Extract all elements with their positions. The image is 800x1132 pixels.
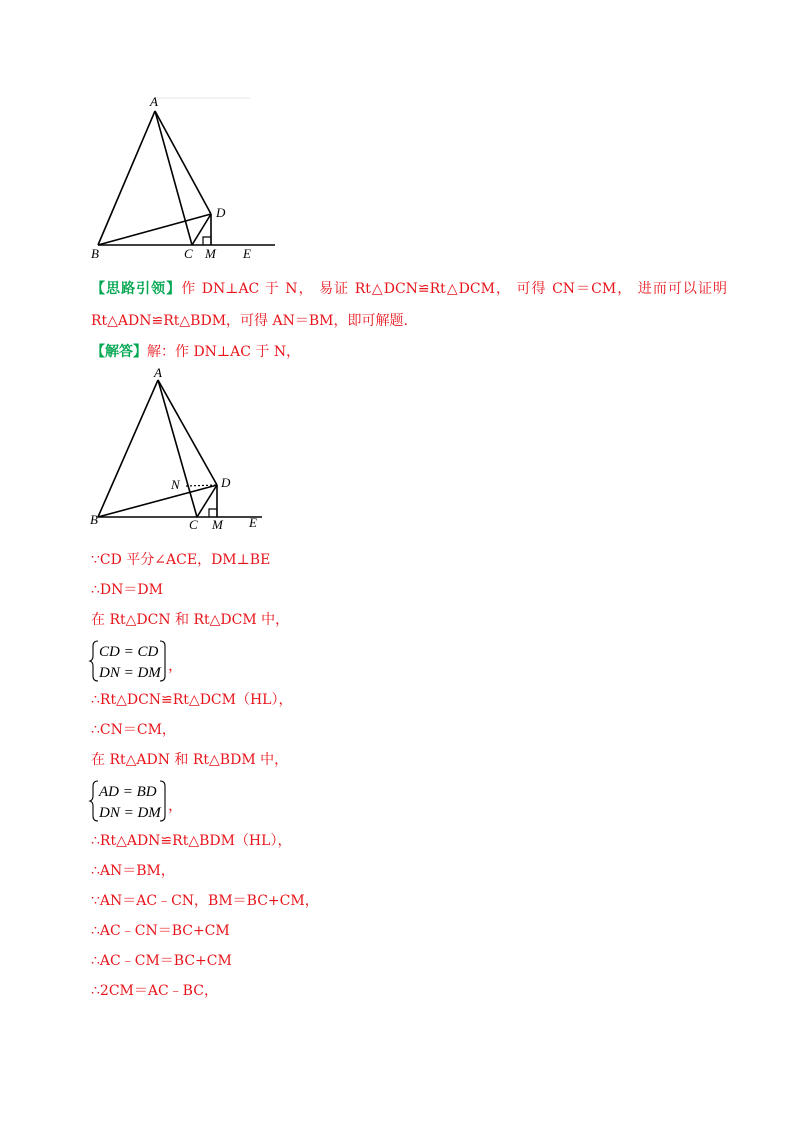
step-11: ∴AC﹣CM＝BC+CM [91, 953, 232, 969]
step-5: ∴CN＝CM， [91, 722, 176, 738]
step-1: ∵CD 平分∠ACE，DM⊥BE [91, 552, 271, 568]
system-row-2: DN = DM [99, 805, 161, 821]
figure-2 [85, 363, 285, 538]
step-7: ∴Rt△ADN≌Rt△BDM（HL）， [91, 833, 292, 849]
left-brace [90, 781, 98, 821]
line-ad [158, 380, 217, 485]
label-d: D [216, 205, 226, 220]
label-b: B [91, 246, 99, 261]
step-4: ∴Rt△DCN≌Rt△DCM（HL）， [91, 692, 293, 708]
right-angle-mark [203, 237, 211, 245]
step-3: 在 Rt△DCN 和 Rt△DCM 中， [91, 612, 290, 628]
left-brace [90, 641, 98, 681]
system-row-1: AD = BD [99, 784, 157, 800]
label-m: M [212, 517, 223, 532]
equation-system-1 [91, 638, 201, 684]
label-m: M [205, 246, 216, 261]
step-6: 在 Rt△ADN 和 Rt△BDM 中， [91, 752, 289, 768]
brace-system-2 [91, 778, 201, 824]
triangle-diagram-1 [85, 90, 285, 265]
triangle-diagram-2 [85, 363, 285, 538]
equation-system-2 [91, 778, 201, 824]
label-e: E [249, 515, 257, 530]
label-c: C [189, 517, 198, 532]
hint-line-2: Rt△ADN≌Rt△BDM，可得 AN＝BM，即可解题. [91, 313, 408, 329]
hint-tag: 【思路引领】 [91, 281, 182, 297]
system-row-1: CD = CD [99, 644, 159, 660]
step-12: ∴2CM＝AC﹣BC， [91, 983, 218, 999]
step-8: ∴AN＝BM， [91, 863, 175, 879]
right-angle-mark [209, 509, 217, 517]
system-comma: ， [168, 798, 184, 814]
label-c: C [184, 246, 193, 261]
system-comma: ， [168, 658, 184, 674]
label-n: N [171, 477, 180, 492]
label-d: D [221, 475, 231, 490]
step-10: ∴AC﹣CN＝BC+CM [91, 923, 230, 939]
line-ab [98, 380, 158, 517]
hint-text-1: 作 DN⊥AC 于 N， 易证 Rt△DCN≌Rt△DCM， 可得 CN＝CM， 进而可以证明 [181, 281, 727, 297]
label-e: E [243, 246, 251, 261]
step-2: ∴DN＝DM [91, 582, 163, 598]
brace-system-1 [91, 638, 201, 684]
label-b: B [90, 512, 98, 527]
figure-1 [85, 90, 285, 265]
line-ab [98, 111, 155, 245]
step-9: ∵AN＝AC﹣CN，BM＝BC+CM， [91, 893, 319, 909]
system-row-2: DN = DM [99, 665, 161, 681]
label-a: A [150, 94, 158, 109]
hint-line-1 [91, 279, 727, 299]
line-ad [155, 111, 211, 214]
label-a: A [154, 365, 162, 380]
answer-header [91, 342, 300, 362]
answer-tag: 【解答】 [91, 344, 147, 360]
answer-text: 解：作 DN⊥AC 于 N， [147, 344, 301, 360]
